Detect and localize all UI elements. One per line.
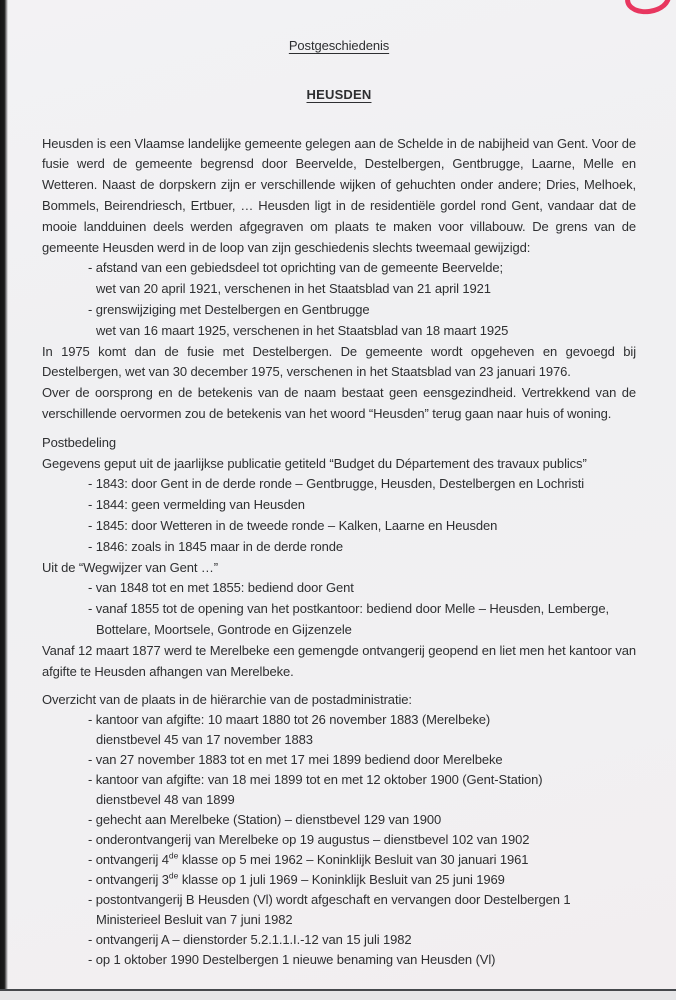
- hierarchy-item-detail: dienstbevel 48 van 1899: [96, 792, 235, 808]
- hierarchy-item-text: - ontvangerij 4: [88, 852, 169, 868]
- wegwijzer-item: - vanaf 1855 tot de opening van het postkantoor: bediend door Melle – Heusden, Lemberge,: [88, 601, 609, 617]
- postbedeling-item: - 1846: zoals in 1845 maar in de derde ronde: [88, 538, 344, 554]
- hierarchy-item-text: klasse op 1 juli 1969 – Koninklijk Besluit van 25 juni 1969: [178, 872, 505, 888]
- ordinal-superscript: de: [168, 870, 179, 881]
- hierarchy-item: - op 1 oktober 1990 Destelbergen 1 nieuwe benaming van Heusden (Vl): [88, 952, 496, 968]
- overzicht-heading: Overzicht van de plaats in de hiërarchie van de postadministratie:: [42, 692, 412, 708]
- hierarchy-item: [42, 870, 636, 890]
- intro-paragraph: Heusden is een Vlaamse landelijke gemeente gelegen aan de Schelde in de nabijheid van Gent. Voor de fusie werd de gemeente begrensd door Beervelde, Destelbergen, Gentbrugge, Laarne, Melle en Wetteren. Naast de dorpskern zijn er verschillende wijken of gehuchten onder andere; Dries, Melhoek, Bommels, Beirendriesch, Ertbuer, … Heusden ligt in de residentiële gordel rond Gent, vandaar dat de mooie landduinen deels werden afgegraven om plaats te maken voor villabouw. De grens van de gemeente Heusden werd in de loop van zijn geschiedenis slechts tweemaal gewijzigd:: [42, 135, 636, 255]
- boundary-change-item-detail: wet van 16 maart 1925, verschenen in het Staatsblad van 18 maart 1925: [96, 322, 509, 338]
- hierarchy-item: - onderontvangerij van Merelbeke op 19 augustus – dienstbevel 102 van 1902: [88, 832, 530, 848]
- hierarchy-item-detail: dienstbevel 45 van 17 november 1883: [96, 732, 313, 748]
- ordinal-superscript: de: [168, 850, 179, 861]
- boundary-change-item-detail: wet van 20 april 1921, verschenen in het Staatsblad van 21 april 1921: [96, 281, 491, 297]
- merelbeke-paragraph: Vanaf 12 maart 1877 werd te Merelbeke een gemengde ontvangerij geopend en liet men het kantoor van afgifte te Heusden afhangen van Merelbeke.: [42, 642, 636, 679]
- document-subtitle: HEUSDEN: [306, 86, 372, 102]
- postbedeling-item: - 1845: door Wetteren in de tweede ronde – Kalken, Laarne en Heusden: [88, 517, 498, 533]
- boundary-change-item: - afstand van een gebiedsdeel tot oprichting van de gemeente Beervelde;: [88, 260, 503, 276]
- postbedeling-item: - 1843: door Gent in de derde ronde – Gentbrugge, Heusden, Destelbergen en Lochristi: [88, 476, 585, 492]
- wegwijzer-item-continuation: Bottelare, Moortsele, Gontrode en Gijzenzele: [96, 621, 352, 637]
- document-title: Postgeschiedenis: [288, 38, 390, 53]
- hierarchy-item: - kantoor van afgifte: van 18 mei 1899 tot en met 12 oktober 1900 (Gent-Station): [88, 772, 543, 788]
- wegwijzer-heading: Uit de “Wegwijzer van Gent …”: [42, 559, 219, 575]
- boundary-change-item: - grenswijziging met Destelbergen en Gentbrugge: [88, 301, 370, 317]
- name-origin-paragraph: Over de oorsprong en de betekenis van de naam bestaat geen eensgezindheid. Vertrekkend van de verschillende oervormen zou de betekenis van het woord “Heusden” terug gaan naar huis of woning.: [42, 385, 636, 421]
- hierarchy-overview: [42, 690, 636, 970]
- hierarchy-item-text: klasse op 5 mei 1962 – Koninklijk Besluit van 30 januari 1961: [178, 852, 529, 868]
- postbedeling-heading: Postbedeling: [42, 434, 116, 450]
- wegwijzer-item: - van 1848 tot en met 1855: bediend door Gent: [88, 580, 354, 596]
- hierarchy-item: - van 27 november 1883 tot en met 17 mei 1899 bediend door Merelbeke: [88, 752, 503, 768]
- hierarchy-item: - kantoor van afgifte: 10 maart 1880 tot 26 november 1883 (Merelbeke): [88, 712, 491, 728]
- fusion-paragraph: In 1975 komt dan de fusie met Destelbergen. De gemeente wordt opgeheven en gevoegd bij Destelbergen, wet van 30 december 1975, verschenen in het Staatsblad van 23 januari 1976.: [42, 343, 636, 380]
- hierarchy-item: [42, 850, 636, 870]
- hierarchy-item: - postontvangerij B Heusden (Vl) wordt afgeschaft en vervangen door Destelbergen 1: [88, 892, 571, 908]
- document-body: [42, 36, 636, 970]
- hierarchy-item: - ontvangerij A – dienstorder 5.2.1.1.I.-12 van 15 juli 1982: [88, 932, 412, 948]
- postbedeling-item: - 1844: geen vermelding van Heusden: [88, 497, 305, 513]
- scan-bottom-strip: [0, 991, 676, 1000]
- hierarchy-item-detail: Ministerieel Besluit van 7 juni 1982: [96, 912, 293, 928]
- postbedeling-source: Gegevens geput uit de jaarlijkse publicatie getiteld “Budget du Département des travaux publics”: [42, 455, 587, 471]
- scan-left-edge: [0, 0, 8, 990]
- hierarchy-item: - gehecht aan Merelbeke (Station) – dienstbevel 129 van 1900: [88, 812, 442, 828]
- hierarchy-item-text: - ontvangerij 3: [88, 872, 169, 888]
- red-pen-circle-mark: [623, 0, 673, 17]
